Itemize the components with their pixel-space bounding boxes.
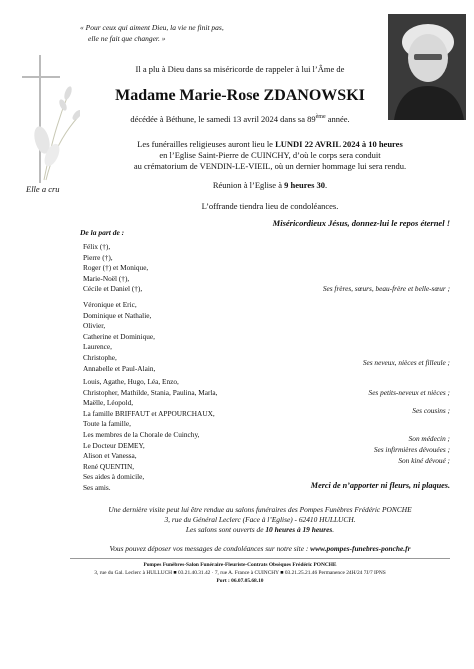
relation-cousins: Ses cousins ;	[412, 406, 450, 415]
quote-line-2: elle ne fait que changer. »	[88, 34, 166, 43]
list-item: Véronique et Eric,	[83, 300, 137, 309]
list-item: Le Docteur DEMEY,	[83, 440, 145, 450]
visite-line-3	[60, 525, 460, 535]
list-item: Ses amis.	[83, 482, 111, 492]
relation-petits-neveux: Ses petits-neveux et nièces ;	[368, 388, 450, 397]
list-item: Annabelle et Paul-Alain,	[83, 363, 156, 373]
relation-nephews: Ses neveux, nièces et filleule ;	[362, 358, 450, 367]
list-item: Cécile et Daniel (†),	[83, 284, 143, 294]
funer-line-1-pre: Les funérailles religieuses auront lieu le	[137, 139, 276, 149]
website-link[interactable]: www.pompes-funebres-ponche.fr	[310, 544, 411, 553]
visite-line-2: 3, rue du Général Leclerc (Face à l’Eglise) - 62410 HULLUCH.	[164, 515, 356, 524]
relation-kine: Son kiné dévoué ;	[398, 456, 450, 465]
merci-text: Merci de n’apporter ni fleurs, ni plaques.	[310, 481, 450, 490]
relation-medecin: Son médecin ;	[408, 434, 450, 443]
relation-siblings: Ses frères, sœurs, beau-frère et belle-sœur ;	[322, 284, 450, 293]
footer-company: Pompes Funèbres-Salon Funéraire-Fleuriste-Contrats Obsèques Frédéric PONCHE	[143, 562, 337, 568]
reunion-pre: Réunion à l’Eglise à	[212, 180, 285, 190]
reunion-post: .	[325, 180, 328, 190]
prayer-text: Miséricordieux Jésus, donnez-lui le repos éternel !	[272, 218, 450, 228]
visite-line-3-bold: 10 heures à 19 heures	[265, 525, 333, 534]
list-item: Toute la famille,	[83, 419, 131, 429]
group-others	[83, 377, 217, 494]
reunion-bold: 9 heures 30	[284, 180, 326, 190]
group-siblings	[83, 242, 148, 295]
list-item: Christophe,	[83, 352, 117, 362]
quote-line-1: « Pour ceux qui aiment Dieu, la vie ne finit pas,	[80, 23, 224, 32]
funer-line-3: au crématorium de VENDIN-LE-VIEIL, où un dernier hommage lui sera rendu.	[133, 161, 407, 171]
deces-tail: année.	[325, 114, 350, 124]
footer	[30, 561, 450, 585]
epigraph-quote	[80, 22, 280, 44]
list-item: Marie-Noël (†),	[83, 273, 130, 283]
list-item: La famille BRIFFAUT et APPOURCHAUX,	[83, 408, 215, 418]
list-item: Catherine et Dominique,	[83, 331, 155, 341]
funeral-details	[100, 139, 440, 172]
list-item: Louis, Agathe, Hugo, Léa, Enzo,	[83, 377, 179, 386]
footer-divider	[70, 558, 450, 559]
list-item: René QUENTIN,	[83, 461, 135, 471]
visite-line-1: Une dernière visite peut lui être rendue au salons funéraires des Pompes Funèbres Frédéric PONCHE	[108, 505, 412, 514]
name-surname: ZDANOWSKI	[263, 87, 365, 104]
visit-info	[60, 505, 460, 535]
funer-line-1-bold: LUNDI 22 AVRIL 2024 à 10 heures	[275, 139, 403, 149]
funer-line-2: en l’Eglise Saint-Pierre de CUINCHY, d’où le corps sera conduit	[159, 150, 381, 160]
elle-a-cru-text: Elle a cru	[26, 184, 60, 194]
reunion-text	[100, 180, 440, 190]
list-item: Laurence,	[83, 342, 112, 352]
death-notice	[70, 114, 410, 124]
de-la-part-heading: De la part de :	[80, 228, 125, 237]
list-item: Alison et Vanessa,	[83, 451, 137, 461]
footer-addresses: 3, rue du Gal. Leclerc à HULLUCH ■ 03.21.40.31.42 · 7, rue A. France à CUINCHY ■ 03.21.25.21.46 Permanence 24H/24 7J/7 IPNS	[94, 570, 386, 576]
depot-pre: Vous pouvez déposer vos messages de condoléances sur notre site :	[109, 544, 311, 553]
offrande-text: L’offrande tiendra lieu de condoléances.	[201, 201, 339, 211]
deces-text: décédée à Béthune, le samedi 13 avril 2024 dans sa 89	[130, 114, 316, 124]
visite-line-3-post: .	[332, 525, 335, 534]
visite-line-3-pre: Les salons sont ouverts de	[185, 525, 266, 534]
name-title: Madame Marie-Rose	[115, 87, 260, 104]
list-item: Roger (†) et Monique,	[83, 263, 149, 273]
intro-text: Il a plu à Dieu dans sa miséricorde de rappeler à lui l’Âme de	[135, 64, 345, 74]
condolences-info	[60, 544, 460, 553]
list-item: Olivier,	[83, 321, 106, 331]
list-item: Ses aides à domicile,	[83, 472, 145, 482]
list-item: Christopher, Mathilde, Stania, Paulina, Marla,	[83, 387, 218, 397]
list-item: Les membres de la Chorale de Cuinchy,	[83, 429, 200, 439]
list-item: Maëlle, Léopold,	[83, 398, 134, 408]
footer-phone: Port : 06.07.05.68.10	[216, 578, 264, 584]
group-nephews	[83, 300, 155, 374]
list-item: Pierre (†),	[83, 252, 113, 262]
relation-infirmieres: Ses infirmières dévouées ;	[373, 445, 450, 454]
list-item: Félix (†),	[83, 242, 111, 251]
deceased-name	[70, 87, 410, 105]
funer-line-1	[100, 139, 440, 150]
deces-sup: ème	[315, 114, 326, 121]
list-item: Dominique et Nathalie,	[83, 310, 152, 320]
